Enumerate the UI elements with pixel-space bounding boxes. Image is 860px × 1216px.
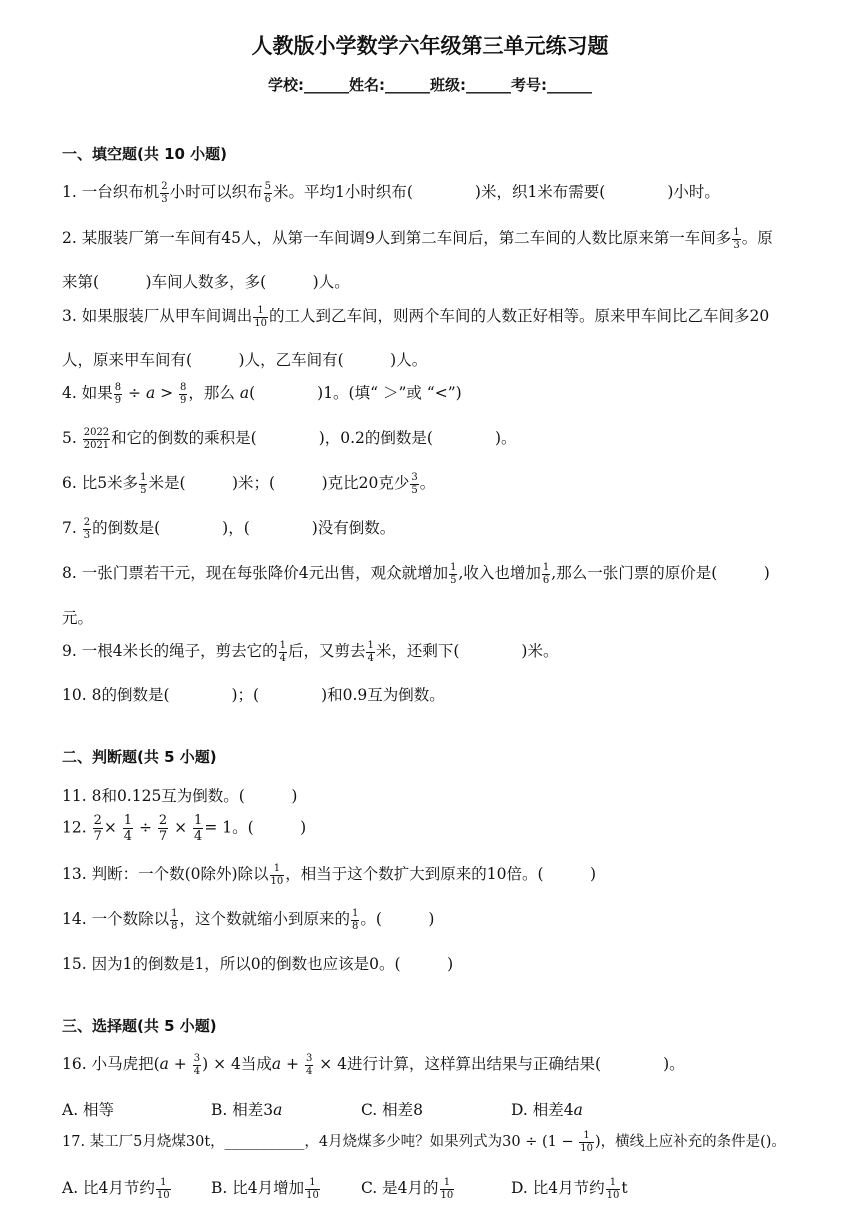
fraction: $\frac{2}{3}$	[83, 516, 91, 541]
fraction: $\frac{1}{10}$	[254, 304, 267, 329]
question-11: 11. 8和0.125互为倒数。( )	[62, 787, 298, 805]
q17-option-a: A. 比4月节约 $\frac{1}{10}$	[62, 1176, 170, 1201]
fraction: $\frac{2}{7}$	[158, 813, 168, 844]
question-2-line-2: 来第( )车间人数多，多( )人。	[62, 273, 350, 291]
question-5: 5. $\frac{2022}{2021}$ 和它的倒数的乘积是( )，0.2的倒数是( )。	[62, 426, 517, 451]
question-2: 2. 某服装厂第一车间有45人，从第一车间调9人到第二车间后，第二车间的人数比原来第一车间多 $\frac{1}{3}$ 。原	[62, 226, 773, 251]
fraction: $\frac{1}{4}$	[194, 813, 203, 844]
q16-option-b: B. 相差3a	[211, 1101, 283, 1119]
fraction: $\frac{1}{10}$	[156, 1176, 170, 1201]
section-heading-fill-blank: 一、填空题(共 10 小题)	[62, 145, 228, 163]
fraction: $\frac{8}{9}$	[180, 381, 187, 406]
fraction: $\frac{1}{10}$	[606, 1176, 620, 1201]
fraction: $\frac{1}{5}$	[140, 471, 147, 496]
question-7: 7. $\frac{2}{3}$ 的倒数是( )，( )没有倒数。	[62, 516, 396, 541]
fraction: $\frac{1}{8}$	[171, 907, 178, 932]
question-14: 14. 一个数除以 $\frac{1}{8}$ ，这个数就缩小到原来的 $\frac{1}{8}$ 。( )	[62, 907, 435, 932]
question-12: 12. $\frac{2}{7}$ × $\frac{1}{4}$ ÷ $\frac{2}{7}$ × $\frac{1}{4}$ = 1。( )	[62, 813, 307, 844]
fraction: $\frac{1}{5}$	[450, 561, 457, 586]
fraction: $\frac{1}{4}$	[123, 813, 133, 844]
q16-option-d: D. 相差4a	[511, 1101, 583, 1119]
fraction: $\frac{1}{3}$	[733, 226, 740, 251]
question-6: 6. 比5米多 $\frac{1}{5}$ 米是( )米；( )克比20克少 $\frac{3}{5}$ 。	[62, 471, 436, 496]
fraction: $\frac{1}{4}$	[279, 639, 286, 664]
question-16: 16. 小马虎把(a + $\frac{3}{4}$ ) × 4当成a + $\frac{3}{4}$ × 4进行计算，这样算出结果与正确结果( )。	[62, 1052, 685, 1077]
fraction: $\frac{1}{4}$	[367, 639, 374, 664]
fraction: $\frac{3}{5}$	[411, 471, 418, 496]
question-10: 10. 8的倒数是( )；( )和0.9互为倒数。	[62, 686, 445, 704]
question-4: 4. 如果 $\frac{8}{9}$ ÷ a > $\frac{8}{9}$ ，那么 a( )1。(填“ ＞”或 “<”)	[62, 381, 462, 406]
fraction: $\frac{1}{8}$	[351, 907, 359, 932]
fraction: $\frac{1}{10}$	[580, 1129, 593, 1154]
section-heading-multiple-choice: 三、选择题(共 5 小题)	[62, 1017, 217, 1035]
question-3-line-2: 人，原来甲车间有( )人，乙车间有( )人。	[62, 351, 428, 369]
q17-option-d: D. 比4月节约 $\frac{1}{10}$ t	[511, 1176, 628, 1201]
fraction: $\frac{1}{10}$	[270, 862, 284, 887]
question-15: 15. 因为1的倒数是1，所以0的倒数也应该是0。( )	[62, 955, 454, 973]
fraction: $\frac{1}{10}$	[440, 1176, 454, 1201]
fraction: $\frac{5}{6}$	[264, 180, 271, 205]
question-8-line-2: 元。	[62, 609, 94, 627]
fraction: $\frac{2022}{2021}$	[83, 426, 110, 451]
section-heading-true-false: 二、判断题(共 5 小题)	[62, 748, 217, 766]
student-info-line: 学校:______姓名:______班级:______考号:______	[268, 76, 592, 94]
q16-option-c: C. 相差8	[361, 1101, 424, 1119]
question-9: 9. 一根4米长的绳子，剪去它的 $\frac{1}{4}$ 后，又剪去 $\frac{1}{4}$ 米，还剩下( )米。	[62, 639, 559, 664]
fraction: $\frac{1}{6}$	[542, 561, 550, 586]
q16-option-a: A. 相等	[62, 1101, 115, 1119]
fraction: $\frac{8}{9}$	[114, 381, 122, 406]
question-17: 17. 某工厂5月烧煤30t，___________，4月烧煤多少吨？如果列式为30 ÷ (1 − $\frac{1}{10}$ )，横线上应补充的条件是()。	[62, 1129, 786, 1154]
question-8: 8. 一张门票若干元，现在每张降价4元出售，观众就增加 $\frac{1}{5}$ ,收入也增加 $\frac{1}{6}$ ,那么一张门票的原价是( )	[62, 561, 770, 586]
q17-option-b: B. 比4月增加 $\frac{1}{10}$	[211, 1176, 319, 1201]
question-13: 13. 判断：一个数(0除外)除以 $\frac{1}{10}$ ，相当于这个数扩大到原来的10倍。( )	[62, 862, 597, 887]
question-3: 3. 如果服装厂从甲车间调出 $\frac{1}{10}$ 的工人到乙车间，则两个车间的人数正好相等。原来甲车间比乙车间多20	[62, 304, 770, 329]
fraction: $\frac{2}{3}$	[161, 180, 168, 205]
q17-option-c: C. 是4月的 $\frac{1}{10}$	[361, 1176, 454, 1201]
page-title: 人教版小学数学六年级第三单元练习题	[251, 34, 609, 58]
fraction: $\frac{3}{4}$	[193, 1052, 201, 1077]
fraction: $\frac{1}{10}$	[306, 1176, 319, 1201]
question-1: 1. 一台织布机 $\frac{2}{3}$ 小时可以织布 $\frac{5}{6}$ 米。平均1小时织布( )米，织1米布需要( )小时。	[62, 180, 720, 205]
fraction: $\frac{3}{4}$	[305, 1052, 313, 1077]
fraction: $\frac{2}{7}$	[93, 813, 102, 844]
